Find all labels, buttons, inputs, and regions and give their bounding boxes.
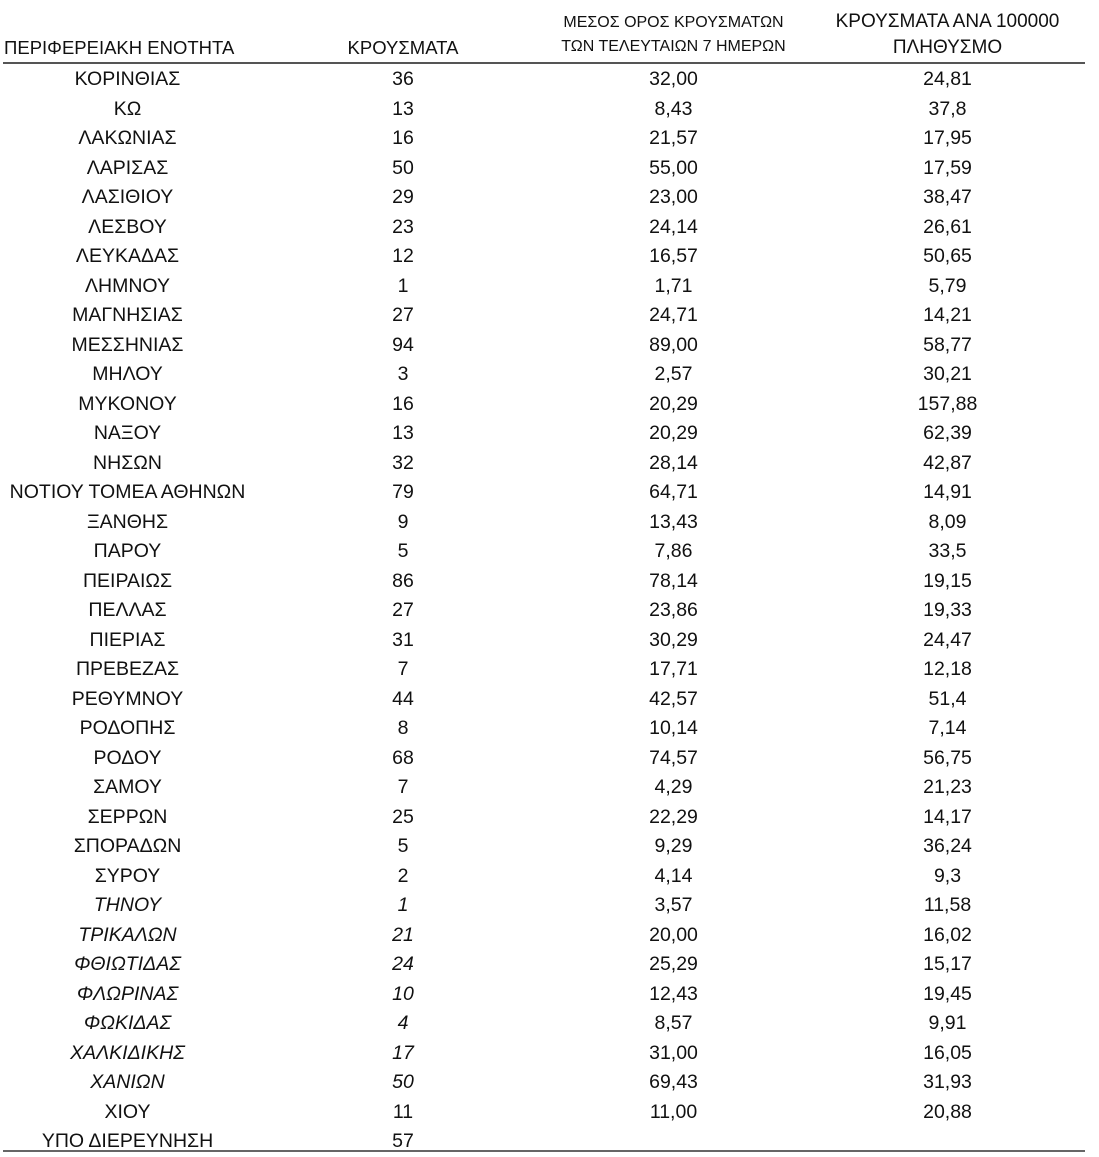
cell-region: ΣΑΜΟΥ bbox=[93, 776, 162, 798]
cell-cases: 16 bbox=[392, 392, 414, 415]
cell-avg7: 31,00 bbox=[649, 1041, 698, 1064]
cell-avg7: 8,57 bbox=[654, 1012, 693, 1034]
cell-region: ΜΕΣΣΗΝΙΑΣ bbox=[71, 333, 184, 356]
cell-region: ΥΠΟ ΔΙΕΡΕΥΝΗΣΗ bbox=[41, 1130, 214, 1152]
cell-region: ΦΛΩΡΙΝΑΣ bbox=[76, 982, 179, 1005]
cell-region: ΣΥΡΟΥ bbox=[94, 864, 161, 887]
cell-avg7: 20,29 bbox=[649, 422, 698, 444]
cell-avg7 bbox=[546, 1127, 801, 1157]
cell-per100k: 33,5 bbox=[928, 540, 967, 562]
table-row bbox=[0, 360, 1099, 390]
cell-cases: 94 bbox=[392, 333, 414, 356]
table-row bbox=[0, 567, 1099, 597]
table-row bbox=[0, 154, 1099, 184]
table-row bbox=[0, 980, 1099, 1010]
cell-region: ΜΑΓΝΗΣΙΑΣ bbox=[72, 304, 183, 326]
cell-region: ΠΑΡΟΥ bbox=[93, 540, 162, 562]
cell-region: ΚΩ bbox=[113, 97, 142, 120]
table-row bbox=[0, 242, 1099, 272]
table-header bbox=[0, 0, 1099, 62]
table-row bbox=[0, 301, 1099, 331]
cell-cases: 5 bbox=[397, 540, 409, 562]
cell-region: ΝΗΣΩΝ bbox=[93, 451, 162, 474]
table-row bbox=[0, 478, 1099, 508]
cell-cases: 79 bbox=[392, 481, 414, 503]
cell-per100k: 38,47 bbox=[923, 186, 972, 208]
cell-avg7: 8,43 bbox=[654, 97, 693, 120]
cell-avg7: 28,14 bbox=[649, 451, 698, 474]
cell-per100k: 16,02 bbox=[923, 923, 972, 946]
cell-cases: 12 bbox=[392, 245, 414, 267]
cell-region: ΠΕΛΛΑΣ bbox=[88, 599, 167, 621]
cell-cases: 17 bbox=[392, 1041, 414, 1064]
cell-cases: 5 bbox=[397, 835, 409, 857]
table-row bbox=[0, 419, 1099, 449]
cell-cases: 11 bbox=[392, 1100, 414, 1123]
cell-per100k: 30,21 bbox=[923, 363, 972, 385]
cell-per100k: 9,91 bbox=[928, 1012, 967, 1034]
cell-per100k: 9,3 bbox=[933, 864, 962, 887]
cell-avg7: 7,86 bbox=[654, 540, 693, 562]
table-row bbox=[0, 1068, 1099, 1098]
cell-per100k: 62,39 bbox=[923, 422, 972, 444]
table-row bbox=[0, 537, 1099, 567]
cell-region: ΛΑΣΙΘΙΟΥ bbox=[81, 186, 174, 208]
cell-cases: 7 bbox=[397, 776, 409, 798]
cell-avg7: 78,14 bbox=[649, 569, 698, 592]
cell-per100k: 17,95 bbox=[923, 127, 972, 149]
cell-avg7: 16,57 bbox=[649, 245, 698, 267]
table-row bbox=[0, 714, 1099, 744]
table-row bbox=[0, 213, 1099, 243]
cell-avg7: 23,86 bbox=[649, 599, 698, 621]
cell-region: ΛΗΜΝΟΥ bbox=[85, 274, 170, 297]
cell-per100k: 14,21 bbox=[923, 304, 972, 326]
cell-per100k: 16,05 bbox=[923, 1041, 972, 1064]
cell-cases: 44 bbox=[392, 687, 414, 710]
cell-avg7: 25,29 bbox=[649, 953, 698, 975]
cell-per100k: 51,4 bbox=[928, 687, 967, 710]
cell-region: ΡΟΔΟΠΗΣ bbox=[79, 717, 176, 739]
cell-region: ΞΑΝΘΗΣ bbox=[86, 510, 169, 533]
cell-avg7: 12,43 bbox=[649, 982, 698, 1005]
header-rule bbox=[3, 62, 1085, 64]
cell-region: ΝΟΤΙΟΥ ΤΟΜΕΑ ΑΘΗΝΩΝ bbox=[9, 481, 246, 503]
cell-per100k: 21,23 bbox=[923, 776, 972, 798]
footer-rule bbox=[3, 1150, 1085, 1152]
cell-cases: 16 bbox=[392, 127, 414, 149]
table-row bbox=[0, 1098, 1099, 1128]
cell-region: ΦΘΙΩΤΙΔΑΣ bbox=[74, 953, 181, 975]
cell-avg7: 30,29 bbox=[649, 628, 698, 651]
cell-per100k: 11,58 bbox=[923, 894, 972, 916]
table-row bbox=[0, 331, 1099, 361]
cell-avg7: 64,71 bbox=[649, 481, 698, 503]
cell-avg7: 89,00 bbox=[649, 333, 698, 356]
table-row bbox=[0, 921, 1099, 951]
table-row bbox=[0, 950, 1099, 980]
cell-cases: 3 bbox=[397, 363, 409, 385]
cell-avg7: 22,29 bbox=[649, 805, 698, 828]
cell-avg7: 32,00 bbox=[649, 68, 698, 90]
table-row bbox=[0, 1009, 1099, 1039]
cell-region: ΜΥΚΟΝΟΥ bbox=[78, 392, 177, 415]
cell-per100k: 37,8 bbox=[928, 97, 967, 120]
table-row bbox=[0, 508, 1099, 538]
cell-per100k: 8,09 bbox=[928, 510, 967, 533]
cell-cases: 24 bbox=[392, 953, 414, 975]
table-row bbox=[0, 272, 1099, 302]
cell-cases: 10 bbox=[392, 982, 414, 1005]
cell-per100k: 5,79 bbox=[928, 274, 967, 297]
cell-region: ΜΗΛΟΥ bbox=[92, 363, 163, 385]
cell-region: ΠΙΕΡΙΑΣ bbox=[89, 628, 166, 651]
cell-cases: 86 bbox=[392, 569, 414, 592]
cell-per100k: 157,88 bbox=[917, 392, 978, 415]
table-row bbox=[0, 773, 1099, 803]
cell-region: ΛΑΚΩΝΙΑΣ bbox=[78, 127, 177, 149]
cell-region: ΚΟΡΙΝΘΙΑΣ bbox=[74, 68, 181, 90]
cell-avg7: 55,00 bbox=[649, 156, 698, 179]
cell-region: ΛΑΡΙΣΑΣ bbox=[86, 156, 169, 179]
cell-avg7: 74,57 bbox=[649, 746, 698, 769]
cell-cases: 13 bbox=[392, 422, 414, 444]
cell-region: ΧΑΝΙΩΝ bbox=[90, 1071, 165, 1093]
cell-per100k: 56,75 bbox=[923, 746, 972, 769]
cell-avg7: 4,29 bbox=[654, 776, 693, 798]
cell-cases: 57 bbox=[392, 1130, 414, 1152]
cell-per100k: 12,18 bbox=[923, 658, 972, 680]
cell-per100k: 24,47 bbox=[923, 628, 972, 651]
table-row bbox=[0, 685, 1099, 715]
header-per100k: ΚΡΟΥΣΜΑΤΑ ΑΝΑ 100000 ΠΛΗΘΥΣΜΟ bbox=[835, 11, 1060, 58]
cell-avg7: 10,14 bbox=[649, 717, 698, 739]
cell-per100k: 42,87 bbox=[923, 451, 972, 474]
cell-avg7: 13,43 bbox=[649, 510, 698, 533]
table-row bbox=[0, 449, 1099, 479]
cell-avg7: 69,43 bbox=[649, 1071, 698, 1093]
cell-cases: 50 bbox=[392, 1071, 414, 1093]
cell-cases: 9 bbox=[397, 510, 409, 533]
cell-per100k: 31,93 bbox=[923, 1071, 972, 1093]
cell-region: ΧΑΛΚΙΔΙΚΗΣ bbox=[70, 1041, 185, 1064]
table-row bbox=[0, 626, 1099, 656]
table-row bbox=[0, 124, 1099, 154]
cell-region: ΛΕΣΒΟΥ bbox=[88, 215, 167, 238]
table-row bbox=[0, 95, 1099, 125]
cell-region: ΤΗΝΟΥ bbox=[93, 894, 162, 916]
cell-per100k: 19,33 bbox=[923, 599, 972, 621]
cell-cases: 32 bbox=[392, 451, 414, 474]
cell-cases: 25 bbox=[392, 805, 414, 828]
cell-avg7: 2,57 bbox=[654, 363, 693, 385]
cell-avg7: 21,57 bbox=[649, 127, 698, 149]
cell-cases: 8 bbox=[397, 717, 409, 739]
cell-cases: 1 bbox=[397, 894, 409, 916]
header-avg7: ΜΕΣΟΣ ΟΡΟΣ ΚΡΟΥΣΜΑΤΩΝ ΤΩΝ ΤΕΛΕΥΤΑΙΩΝ 7 ΗΜΕΡΩΝ bbox=[561, 14, 786, 55]
cell-cases: 31 bbox=[392, 628, 414, 651]
cell-per100k: 7,14 bbox=[928, 717, 967, 739]
cell-per100k: 58,77 bbox=[923, 333, 972, 356]
cell-region: ΛΕΥΚΑΔΑΣ bbox=[75, 245, 180, 267]
cell-avg7: 1,71 bbox=[654, 274, 693, 297]
cell-avg7: 3,57 bbox=[654, 894, 693, 916]
cell-per100k: 17,59 bbox=[923, 156, 972, 179]
cell-cases: 13 bbox=[392, 97, 414, 120]
cell-avg7: 42,57 bbox=[649, 687, 698, 710]
cell-cases: 50 bbox=[392, 156, 414, 179]
cell-region: ΠΕΙΡΑΙΩΣ bbox=[82, 569, 173, 592]
cell-cases: 4 bbox=[397, 1012, 409, 1034]
cell-per100k: 24,81 bbox=[923, 68, 972, 90]
table-row bbox=[0, 891, 1099, 921]
cell-cases: 1 bbox=[397, 274, 409, 297]
cell-per100k: 36,24 bbox=[923, 835, 972, 857]
cell-per100k: 20,88 bbox=[923, 1100, 972, 1123]
cell-region: ΡΕΘΥΜΝΟΥ bbox=[71, 687, 184, 710]
cell-region: ΡΟΔΟΥ bbox=[93, 746, 162, 769]
cell-region: ΤΡΙΚΑΛΩΝ bbox=[78, 923, 177, 946]
cell-region: ΣΠΟΡΑΔΩΝ bbox=[73, 835, 182, 857]
header-region: ΠΕΡΙΦΕΡΕΙΑΚΗ ΕΝΟΤΗΤΑ bbox=[4, 37, 235, 58]
cell-cases: 7 bbox=[397, 658, 409, 680]
cell-per100k: 50,65 bbox=[923, 245, 972, 267]
cell-avg7: 23,00 bbox=[649, 186, 698, 208]
cell-region: ΠΡΕΒΕΖΑΣ bbox=[75, 658, 180, 680]
cell-cases: 68 bbox=[392, 746, 414, 769]
table-row bbox=[0, 1127, 1099, 1157]
cell-avg7: 24,71 bbox=[649, 304, 698, 326]
table-row bbox=[0, 1039, 1099, 1069]
table-row bbox=[0, 862, 1099, 892]
cell-avg7: 11,00 bbox=[649, 1100, 698, 1123]
cell-per100k: 14,17 bbox=[923, 805, 972, 828]
cell-per100k: 26,61 bbox=[923, 215, 972, 238]
cell-cases: 2 bbox=[397, 864, 409, 887]
table-row bbox=[0, 65, 1099, 95]
cell-per100k: 19,15 bbox=[923, 569, 972, 592]
cell-per100k: 14,91 bbox=[923, 481, 972, 503]
table-row bbox=[0, 390, 1099, 420]
cell-avg7: 20,29 bbox=[649, 392, 698, 415]
cell-per100k bbox=[815, 1127, 1080, 1157]
cell-region: ΦΩΚΙΔΑΣ bbox=[83, 1012, 172, 1034]
table-row bbox=[0, 744, 1099, 774]
table-row bbox=[0, 183, 1099, 213]
cell-per100k: 15,17 bbox=[923, 953, 972, 975]
cell-avg7: 4,14 bbox=[654, 864, 693, 887]
cell-region: ΣΕΡΡΩΝ bbox=[87, 805, 168, 828]
cell-region: ΝΑΞΟΥ bbox=[93, 422, 162, 444]
header-cases: ΚΡΟΥΣΜΑΤΑ bbox=[347, 37, 459, 58]
table-row bbox=[0, 803, 1099, 833]
table-row bbox=[0, 832, 1099, 862]
cell-cases: 27 bbox=[392, 599, 414, 621]
cell-avg7: 17,71 bbox=[649, 658, 698, 680]
cell-avg7: 24,14 bbox=[649, 215, 698, 238]
cell-cases: 36 bbox=[392, 68, 414, 90]
table-body bbox=[0, 65, 1099, 1157]
cell-cases: 27 bbox=[392, 304, 414, 326]
cell-cases: 21 bbox=[392, 923, 414, 946]
cell-avg7: 20,00 bbox=[649, 923, 698, 946]
cell-cases: 29 bbox=[392, 186, 414, 208]
cell-region: ΧΙΟΥ bbox=[104, 1100, 151, 1123]
table-row bbox=[0, 596, 1099, 626]
table-row bbox=[0, 655, 1099, 685]
cell-cases: 23 bbox=[392, 215, 414, 238]
cell-avg7: 9,29 bbox=[654, 835, 693, 857]
cell-per100k: 19,45 bbox=[923, 982, 972, 1005]
